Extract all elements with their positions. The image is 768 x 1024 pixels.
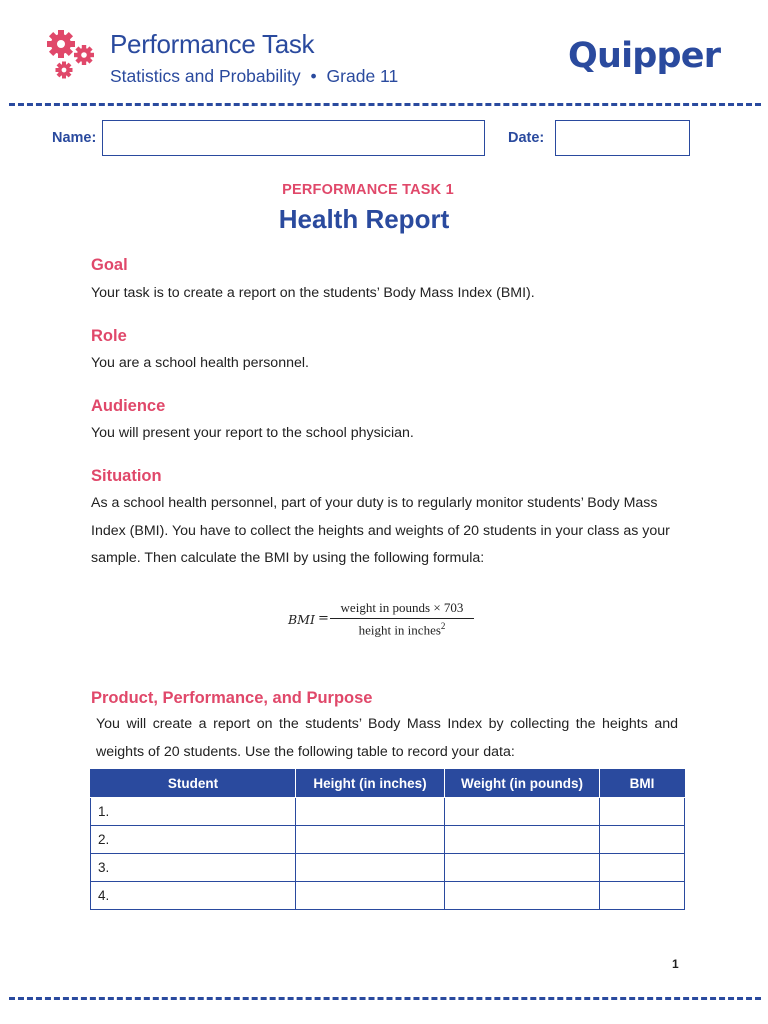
formula-lhs: BMI [288, 612, 315, 627]
date-field[interactable] [555, 120, 690, 156]
grade-text: Grade 11 [326, 66, 399, 86]
cell-student: 2. [91, 826, 296, 854]
gears-logo-icon [44, 28, 100, 84]
product-heading: Product, Performance, and Purpose [91, 689, 373, 707]
bottom-divider [9, 997, 761, 1000]
date-label: Date: [508, 130, 545, 146]
formula-fraction [328, 600, 476, 638]
situation-heading: Situation [91, 467, 162, 485]
goal-text: Your task is to create a report on the students’ Body Mass Index (BMI). [91, 285, 535, 301]
table-row [91, 854, 685, 882]
cell-student: 1. [91, 798, 296, 826]
cell-height[interactable] [296, 826, 445, 854]
bmi-formula [0, 600, 768, 642]
table-row [91, 882, 685, 910]
cell-weight[interactable] [445, 826, 600, 854]
formula-exponent: 2 [440, 621, 446, 631]
cell-student: 4. [91, 882, 296, 910]
cell-student: 3. [91, 854, 296, 882]
cell-bmi[interactable] [600, 882, 685, 910]
table-row [91, 826, 685, 854]
cell-weight[interactable] [445, 854, 600, 882]
cell-bmi[interactable] [600, 798, 685, 826]
header-weight: Weight (in pounds) [445, 770, 600, 798]
page-number: 1 [672, 957, 679, 971]
audience-text: You will present your report to the school physician. [91, 425, 414, 441]
formula-denominator-wrap [328, 619, 476, 638]
separator-dot: • [310, 66, 317, 86]
situation-text: As a school health personnel, part of your duty is to regularly monitor students’ Body Mass Index (BMI). You have to collect the heights and weights of 20 students in your class as your sample. Then calculate the BMI by using the following formula: [91, 495, 670, 566]
cell-height[interactable] [296, 882, 445, 910]
brand-logo: Quipper [568, 36, 721, 76]
header-student: Student [91, 770, 296, 798]
header-title: Performance Task [110, 29, 315, 59]
goal-heading: Goal [91, 256, 128, 274]
header-subtitle [110, 66, 398, 87]
name-field[interactable] [102, 120, 485, 156]
task-title: Health Report [278, 204, 450, 234]
role-heading: Role [91, 327, 127, 345]
formula-numerator: weight in pounds × 703 [340, 600, 464, 615]
audience-heading: Audience [91, 397, 166, 415]
cell-bmi[interactable] [600, 826, 685, 854]
formula-denominator: height in inches [358, 622, 441, 638]
table-row [91, 798, 685, 826]
task-number: PERFORMANCE TASK 1 [282, 182, 454, 198]
name-label: Name: [52, 130, 97, 146]
header-bmi: BMI [600, 770, 685, 798]
top-divider [9, 103, 761, 106]
subject-text: Statistics and Probability [110, 66, 301, 86]
data-table [90, 769, 685, 910]
formula-equals: = [318, 611, 329, 626]
cell-weight[interactable] [445, 798, 600, 826]
product-text: You will create a report on the students’ Body Mass Index by collecting the heights and weights of 20 students. Use the following table to record your data: [96, 716, 678, 760]
cell-weight[interactable] [445, 882, 600, 910]
cell-height[interactable] [296, 798, 445, 826]
cell-bmi[interactable] [600, 854, 685, 882]
table-header-row [91, 770, 685, 798]
header-height: Height (in inches) [296, 770, 445, 798]
cell-height[interactable] [296, 854, 445, 882]
role-text: You are a school health personnel. [91, 355, 309, 371]
